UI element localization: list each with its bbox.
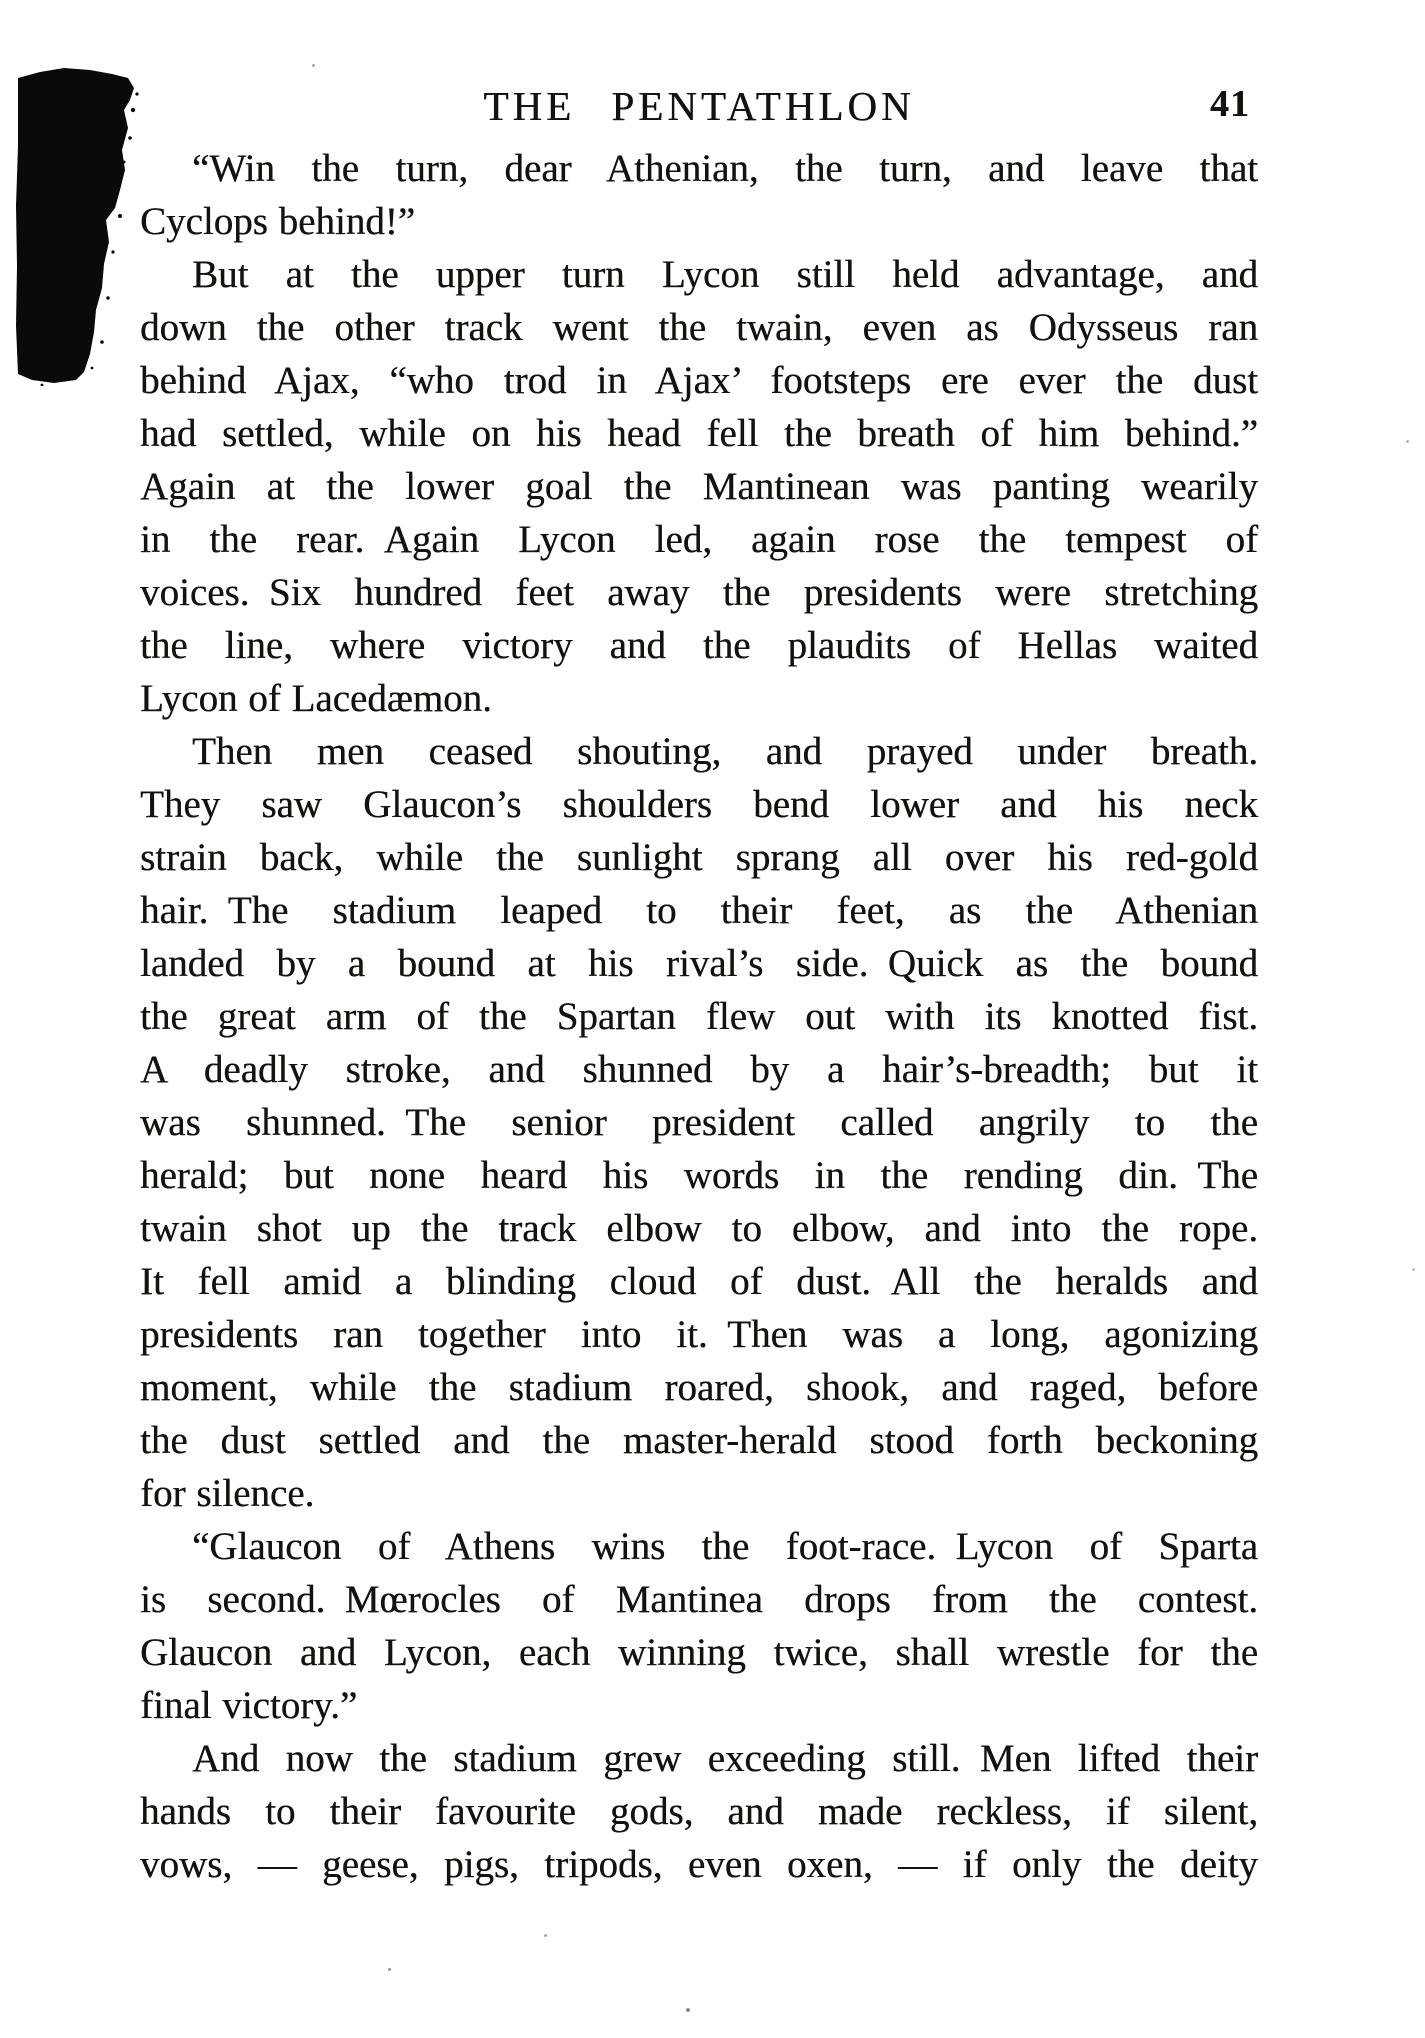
- text-line: in the rear. Again Lycon led, again rose the tempest of: [140, 518, 1258, 561]
- text-line: the line, where victory and the plaudits of Hellas waited: [140, 624, 1258, 667]
- text-line: is second. Mœrocles of Mantinea drops from the contest.: [140, 1578, 1258, 1621]
- text-line: herald; but none heard his words in the rending din. The: [140, 1154, 1258, 1197]
- text-line: twain shot up the track elbow to elbow, and into the rope.: [140, 1207, 1258, 1250]
- page-body: [140, 142, 1258, 1891]
- text-line: voices. Six hundred feet away the presidents were stretching: [140, 571, 1258, 614]
- scan-speck: [544, 1934, 547, 1937]
- text-line: vows, — geese, pigs, tripods, even oxen, — if only the deity: [140, 1843, 1258, 1886]
- text-line: It fell amid a blinding cloud of dust. All the heralds and: [140, 1260, 1258, 1303]
- page-number: 41: [1210, 83, 1250, 125]
- text-line: “Glaucon of Athens wins the foot-race. Lycon of Sparta: [192, 1525, 1258, 1568]
- text-line: was shunned. The senior president called angrily to the: [140, 1101, 1258, 1144]
- text-line: But at the upper turn Lycon still held advantage, and: [192, 253, 1258, 296]
- text-line: Then men ceased shouting, and prayed under breath.: [192, 730, 1258, 773]
- paragraph: [140, 248, 1258, 725]
- text-line: hands to their favourite gods, and made reckless, if silent,: [140, 1790, 1258, 1833]
- scan-speck: [686, 2008, 690, 2012]
- text-line: They saw Glaucon’s shoulders bend lower and his neck: [140, 783, 1258, 826]
- text-line: presidents ran together into it. Then was a long, agonizing: [140, 1313, 1258, 1356]
- text-line: moment, while the stadium roared, shook, and raged, before: [140, 1366, 1258, 1409]
- text-line: final victory.”: [140, 1684, 358, 1727]
- scan-speck: [388, 1968, 391, 1971]
- text-line: A deadly stroke, and shunned by a hair’s-breadth; but it: [140, 1048, 1258, 1091]
- scan-speck: [312, 64, 315, 67]
- text-line: Lycon of Lacedæmon.: [140, 677, 492, 720]
- text-line: behind Ajax, “who trod in Ajax’ footsteps ere ever the dust: [140, 359, 1258, 402]
- scan-speck: [1412, 1268, 1415, 1271]
- running-header-title: THE PENTATHLON: [483, 83, 915, 129]
- text-line: the dust settled and the master-herald stood forth beckoning: [140, 1419, 1258, 1462]
- text-line: had settled, while on his head fell the breath of him behind.”: [140, 412, 1258, 455]
- paragraph: [140, 1732, 1258, 1891]
- text-line: Cyclops behind!”: [140, 200, 416, 243]
- text-line: hair. The stadium leaped to their feet, as the Athenian: [140, 889, 1258, 932]
- text-line: the great arm of the Spartan flew out with its knotted fist.: [140, 995, 1258, 1038]
- text-line: And now the stadium grew exceeding still. Men lifted their: [192, 1737, 1258, 1780]
- text-line: landed by a bound at his rival’s side. Quick as the bound: [140, 942, 1258, 985]
- text-line: “Win the turn, dear Athenian, the turn, and leave that: [192, 147, 1258, 190]
- scan-speck: [1406, 440, 1409, 443]
- text-line: strain back, while the sunlight sprang all over his red-gold: [140, 836, 1258, 879]
- paragraph: [140, 1520, 1258, 1732]
- scan-artifact-blob: [12, 66, 142, 386]
- text-line: Again at the lower goal the Mantinean was panting wearily: [140, 465, 1258, 508]
- text-line: Glaucon and Lycon, each winning twice, shall wrestle for the: [140, 1631, 1258, 1674]
- text-line: for silence.: [140, 1472, 315, 1515]
- paragraph: [140, 725, 1258, 1520]
- text-line: down the other track went the twain, even as Odysseus ran: [140, 306, 1258, 349]
- paragraph: [140, 142, 1258, 248]
- running-header: [140, 82, 1258, 132]
